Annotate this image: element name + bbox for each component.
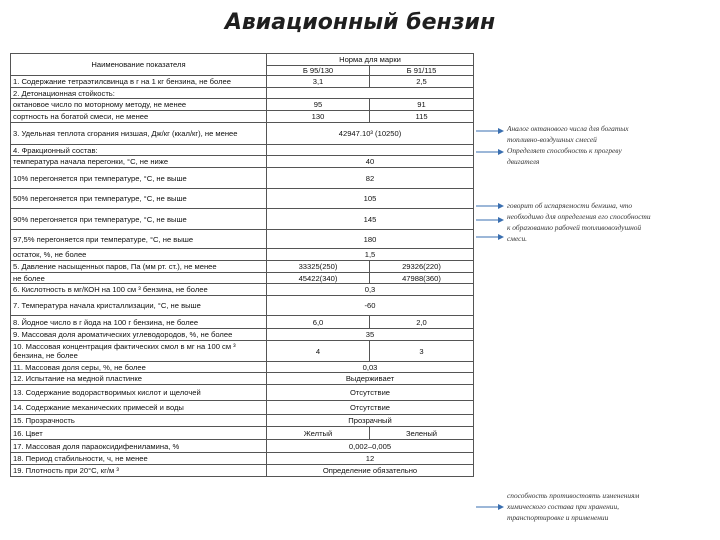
- indicator-name: 13. Содержание водорастворимых кислот и щелочей: [11, 385, 267, 401]
- norm-value-b95-130: 45422(340): [267, 273, 370, 284]
- table-row: [11, 261, 474, 273]
- table-row: [11, 249, 474, 261]
- indicator-name: 8. Йодное число в г йода на 100 г бензина, не более: [11, 316, 267, 329]
- indicator-name: 97,5% перегоняется при температуре, °С, не выше: [11, 230, 267, 249]
- table-row: [11, 362, 474, 373]
- norm-value-both: 0,03: [267, 362, 474, 373]
- norm-value-both: -60: [267, 296, 474, 316]
- norm-value-b91-115: Зеленый: [370, 427, 474, 440]
- table-row: [11, 189, 474, 209]
- table-row: [11, 401, 474, 415]
- table-row: [11, 273, 474, 284]
- indicator-name: 6. Кислотность в мг/КОН на 100 см ³ бензина, не более: [11, 284, 267, 296]
- indicator-name: октановое число по моторному методу, не менее: [11, 99, 267, 111]
- note-volatility: говорит об испаряемости бензина, что необходимо для определения его способности к образованию рабочей топливовоздушной смеси.: [507, 201, 651, 243]
- norm-value-both: Определение обязательно: [267, 465, 474, 477]
- indicator-name: 4. Фракционный состав:: [11, 145, 267, 156]
- norm-value-both: 180: [267, 230, 474, 249]
- indicator-name: 10% перегоняется при температуре, °С, не выше: [11, 168, 267, 189]
- norm-value-both: 1,5: [267, 249, 474, 261]
- norm-value-b95-130: 95: [267, 99, 370, 111]
- indicator-name: 5. Давление насыщенных паров, Па (мм рт. ст.), не менее: [11, 261, 267, 273]
- header-indicator-name: Наименование показателя: [11, 54, 267, 76]
- norm-value-both: Отсутствие: [267, 401, 474, 415]
- norm-value-both: 0,002–0,005: [267, 440, 474, 453]
- indicator-name: 9. Массовая доля ароматических углеводородов, %, не более: [11, 329, 267, 341]
- indicator-name: 11. Массовая доля серы, %, не более: [11, 362, 267, 373]
- table-row: [11, 329, 474, 341]
- table-row: [11, 440, 474, 453]
- note-stability: способность противостоять изменениям химического состава при хранении, транспортировке и применении: [507, 491, 640, 522]
- note-heat-capacity: Определяет способность к прогреву двигателя: [507, 146, 622, 166]
- indicator-name: температура начала перегонки, °С, не ниже: [11, 156, 267, 168]
- indicator-name: не более: [11, 273, 267, 284]
- table-row: [11, 76, 474, 88]
- norm-value-both: 40: [267, 156, 474, 168]
- table-row: [11, 465, 474, 477]
- header-norm: Норма для марки: [267, 54, 474, 66]
- table-row: [11, 111, 474, 123]
- table-row: [11, 123, 474, 145]
- norm-value-both: 12: [267, 453, 474, 465]
- indicator-name: 18. Период стабильности, ч, не менее: [11, 453, 267, 465]
- norm-value-b95-130: Желтый: [267, 427, 370, 440]
- norm-value-b91-115: 91: [370, 99, 474, 111]
- indicator-name: 90% перегоняется при температуре, °С, не выше: [11, 209, 267, 230]
- norm-value-both: 42947.10³ (10250): [267, 123, 474, 145]
- norm-value-b95-130: 6,0: [267, 316, 370, 329]
- indicator-name: 10. Массовая концентрация фактических смол в мг на 100 см ³ бензина, не более: [11, 341, 267, 362]
- norm-value-both: Выдерживает: [267, 373, 474, 385]
- norm-value-b95-130: 4: [267, 341, 370, 362]
- norm-value-both: 35: [267, 329, 474, 341]
- indicator-name: 7. Температура начала кристаллизации, °С, не выше: [11, 296, 267, 316]
- table-row: [11, 209, 474, 230]
- table-row: [11, 156, 474, 168]
- table-row: [11, 453, 474, 465]
- norm-value-b91-115: 2,5: [370, 76, 474, 88]
- indicator-name: 15. Прозрачность: [11, 415, 267, 427]
- norm-value-b95-130: 3,1: [267, 76, 370, 88]
- norm-value-both: Отсутствие: [267, 385, 474, 401]
- norm-value-b95-130: 130: [267, 111, 370, 123]
- norm-value-b91-115: 3: [370, 341, 474, 362]
- indicator-name: сортность на богатой смеси, не менее: [11, 111, 267, 123]
- norm-value-b91-115: 29326(220): [370, 261, 474, 273]
- norm-value-b95-130: 33325(250): [267, 261, 370, 273]
- norm-value-both: 82: [267, 168, 474, 189]
- table-row: [11, 296, 474, 316]
- indicator-name: 19. Плотность при 20°С, кг/м ³: [11, 465, 267, 477]
- header-grade-b91-115: Б 91/115: [370, 66, 474, 76]
- table-row: [11, 230, 474, 249]
- table-row: [11, 99, 474, 111]
- indicator-name: 3. Удельная теплота сгорания низшая, Дж/кг (ккал/кг), не менее: [11, 123, 267, 145]
- table-row: [11, 145, 474, 156]
- norm-value-both: 145: [267, 209, 474, 230]
- norm-value-both: 0,3: [267, 284, 474, 296]
- specifications-table: [10, 53, 474, 477]
- indicator-name: 14. Содержание механических примесей и воды: [11, 401, 267, 415]
- norm-value-b91-115: 47988(360): [370, 273, 474, 284]
- table-row: [11, 341, 474, 362]
- table-row: [11, 415, 474, 427]
- table-row: [11, 284, 474, 296]
- indicator-name: 1. Содержание тетраэтилсвинца в г на 1 кг бензина, не более: [11, 76, 267, 88]
- table-row: [11, 88, 474, 99]
- indicator-name: 16. Цвет: [11, 427, 267, 440]
- table-row: [11, 168, 474, 189]
- indicator-name: 50% перегоняется при температуре, °С, не выше: [11, 189, 267, 209]
- norm-value-b91-115: 115: [370, 111, 474, 123]
- table-row: [11, 373, 474, 385]
- header-grade-b95-130: Б 95/130: [267, 66, 370, 76]
- table-row: [11, 427, 474, 440]
- norm-value-both: Прозрачный: [267, 415, 474, 427]
- indicator-name: 17. Массовая доля параоксидифениламина, %: [11, 440, 267, 453]
- indicator-name: 12. Испытание на медной пластинке: [11, 373, 267, 385]
- indicator-name: остаток, %, не более: [11, 249, 267, 261]
- norm-value-both: 105: [267, 189, 474, 209]
- norm-value-both: [267, 88, 474, 99]
- note-octane-rich-mixture: Аналог октанового числа для богатых топливно-воздушных смесей: [507, 124, 629, 144]
- table-row: [11, 385, 474, 401]
- indicator-name: 2. Детонационная стойкость:: [11, 88, 267, 99]
- norm-value-both: [267, 145, 474, 156]
- page-title: Авиационный бензин: [224, 10, 496, 35]
- table-row: [11, 316, 474, 329]
- norm-value-b91-115: 2,0: [370, 316, 474, 329]
